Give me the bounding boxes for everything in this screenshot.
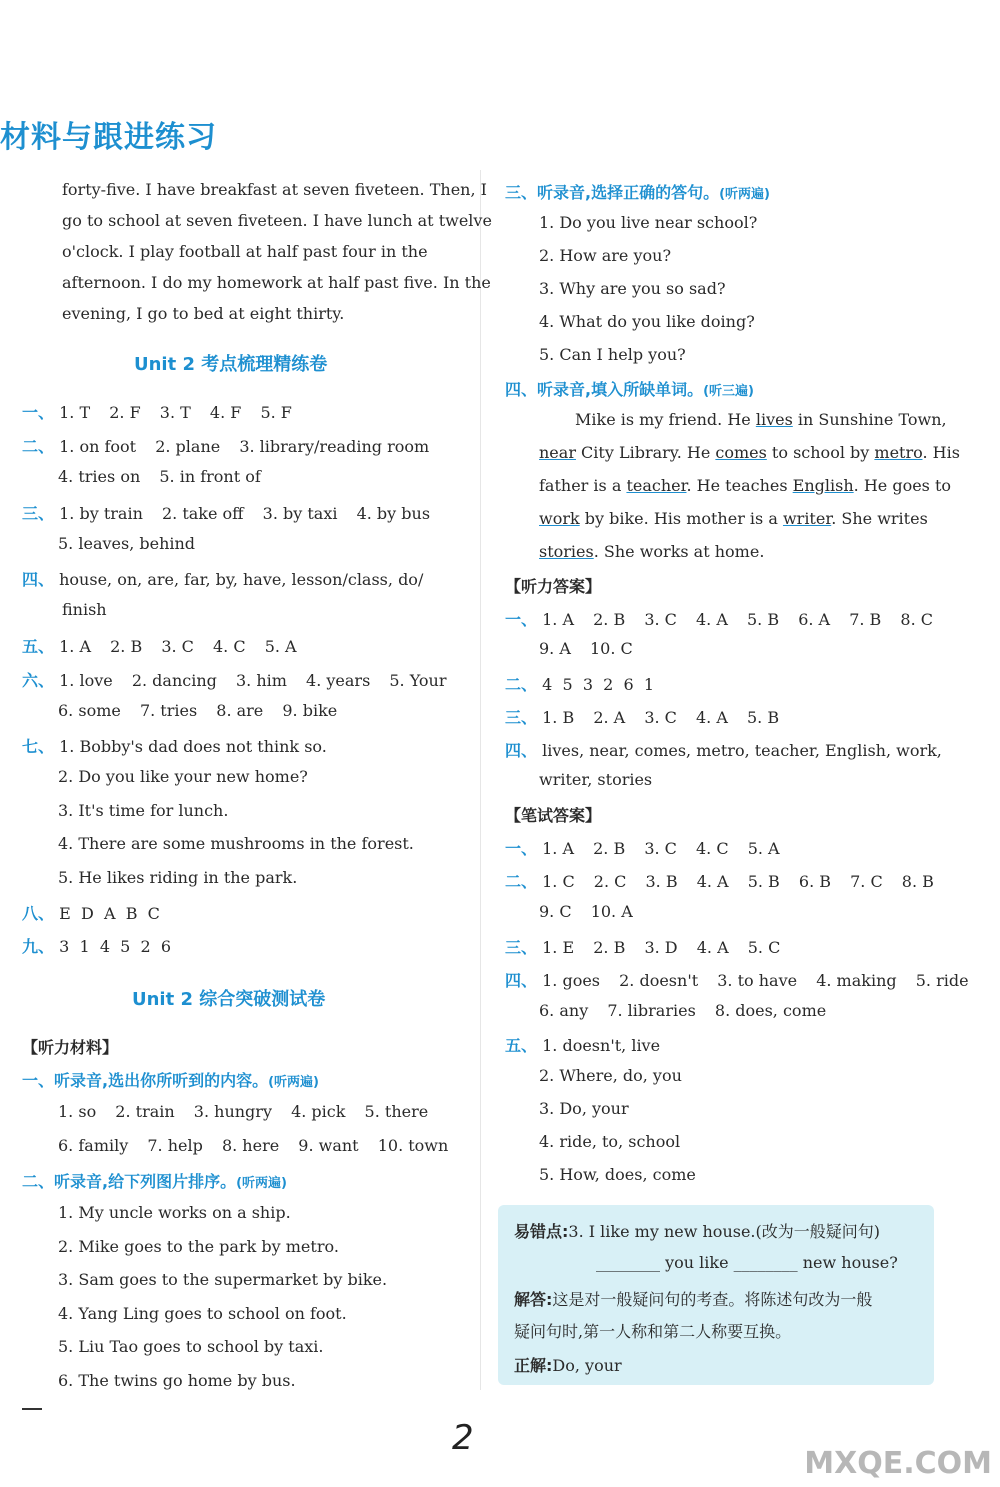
text: . He teaches	[686, 476, 793, 495]
answer: 5. C	[747, 938, 781, 957]
word: 10. town	[377, 1136, 449, 1155]
answer: 3. C	[161, 637, 194, 656]
text: . His	[922, 443, 960, 462]
answer: 8. are	[216, 701, 264, 720]
listen-section-3	[505, 180, 770, 203]
answer: 2. Where, do, you	[539, 1066, 682, 1085]
answer: 5. A	[264, 637, 297, 656]
tip-answer-2: 疑问句时,第一人称和第二人称要互换。	[514, 1322, 792, 1341]
filled-word: metro	[874, 443, 923, 462]
answer: 9. A	[539, 639, 571, 658]
answer: 3. Do, your	[539, 1099, 629, 1118]
filled-word: English	[792, 476, 854, 495]
answer: 3. to have	[717, 971, 798, 990]
sentence: 3. Why are you so sad?	[539, 279, 726, 298]
answer: 1. C	[542, 872, 575, 891]
answer: 8. B	[901, 872, 934, 891]
sentence: 4. What do you like doing?	[539, 312, 755, 331]
answer-row-6	[22, 668, 460, 691]
passage-line	[539, 476, 951, 495]
section-label: 三、	[22, 504, 55, 523]
listen-section-2	[22, 1169, 287, 1192]
answer-row-5	[22, 634, 311, 657]
filled-word: lives	[755, 410, 793, 429]
passage-line: evening, I go to bed at eight thirty.	[62, 304, 345, 323]
answer: 1. doesn't, live	[542, 1036, 661, 1055]
sentence: 6. The twins go home by bus.	[58, 1371, 296, 1390]
answer: 3. C	[644, 610, 677, 629]
word: 6. family	[58, 1136, 129, 1155]
answer-row	[505, 1033, 660, 1056]
answer-row	[505, 607, 947, 630]
answer: 5. B	[747, 610, 780, 629]
answer: 7. tries	[139, 701, 198, 720]
answer: house, on, are, far, by, have, lesson/class, do/	[59, 570, 424, 589]
answer: 3. him	[235, 671, 287, 690]
section-note: (听三遍)	[703, 384, 754, 399]
section-label: 四、	[22, 570, 55, 589]
answer: 7. C	[850, 872, 883, 891]
answer: 4. C	[213, 637, 246, 656]
answer: 5. B	[747, 708, 780, 727]
answer: 4 5 3 2 6 1	[542, 675, 655, 694]
answer: 8. C	[900, 610, 933, 629]
answer: 4. by bus	[356, 504, 431, 523]
answer-row-3	[22, 501, 444, 524]
answer: 5. B	[747, 872, 780, 891]
section-label: 四、	[505, 741, 538, 760]
word-row	[58, 1102, 442, 1121]
section-label: 九、	[22, 937, 55, 956]
answer-row-4	[22, 567, 423, 590]
answer-row	[539, 639, 647, 658]
sentence: 5. Liu Tao goes to school by taxi.	[58, 1337, 324, 1356]
answer: 5. ride	[915, 971, 969, 990]
answer: 4. A	[696, 610, 728, 629]
answer: 4. There are some mushrooms in the forest.	[58, 834, 414, 853]
section-label: 七、	[22, 737, 55, 756]
answer: 2. A	[593, 708, 626, 727]
answer: 3. C	[644, 708, 677, 727]
section-label: 一、	[505, 839, 538, 858]
answer-row-1	[22, 400, 306, 423]
word: 7. help	[147, 1136, 203, 1155]
answer-row-2b	[58, 467, 275, 486]
answer: 9. bike	[282, 701, 338, 720]
section-label: 八、	[22, 904, 55, 923]
tip-text: 这是对一般疑问句的考查。将陈述句改为一般	[552, 1290, 873, 1309]
text: by bike. His mother is a	[579, 509, 783, 528]
answer: 4. making	[816, 971, 897, 990]
sentence: 1. Do you live near school?	[539, 213, 758, 232]
footer-line	[22, 1408, 42, 1410]
answer-row	[505, 672, 654, 695]
unit-title: Unit 2 考点梳理精练卷	[134, 354, 328, 375]
answer: 1. A	[542, 839, 575, 858]
answer: 5. How, does, come	[539, 1165, 696, 1184]
section-note: (听两遍)	[268, 1075, 319, 1090]
tip-answer	[514, 1287, 872, 1310]
answer: E D A B C	[59, 904, 160, 923]
word: 3. hungry	[193, 1102, 272, 1121]
section-label: 二、	[505, 872, 538, 891]
answer: 3. by taxi	[262, 504, 338, 523]
answer: 2. plane	[155, 437, 221, 456]
answer: finish	[62, 600, 107, 619]
answer: lives, near, comes, metro, teacher, English, work,	[542, 741, 942, 760]
unit-title: Unit 2 综合突破测试卷	[132, 989, 326, 1010]
answer: 2. B	[110, 637, 143, 656]
section-title: 二、听录音,给下列图片排序。	[22, 1172, 237, 1191]
word: 9. want	[298, 1136, 359, 1155]
answer: 4. A	[696, 872, 729, 891]
answer: 1. T	[59, 403, 91, 422]
word: 5. there	[364, 1102, 429, 1121]
answer: 5. He likes riding in the park.	[58, 868, 298, 887]
tip-label: 易错点:	[514, 1222, 569, 1241]
sentence: 2. How are you?	[539, 246, 672, 265]
section-title: 四、听录音,填入所缺单词。	[505, 380, 704, 399]
text: City Library. He	[575, 443, 716, 462]
listen-material-heading: 【听力材料】	[22, 1038, 119, 1057]
filled-word: stories	[539, 542, 594, 561]
answer: 1. B	[542, 708, 575, 727]
watermark: MXQE.COM	[804, 1446, 992, 1481]
answer: 4. A	[696, 708, 728, 727]
filled-word: teacher	[626, 476, 687, 495]
word: 1. so	[58, 1102, 97, 1121]
sentence: 4. Yang Ling goes to school on foot.	[58, 1304, 347, 1323]
answer: 1. A	[59, 637, 92, 656]
sentence: 5. Can I help you?	[539, 345, 686, 364]
answer: 4. F	[209, 403, 242, 422]
sentence: 3. Sam goes to the supermarket by bike.	[58, 1270, 388, 1289]
tip-question	[514, 1219, 880, 1242]
section-title: 三、听录音,选择正确的答句。	[505, 183, 720, 202]
answer-row	[505, 869, 948, 892]
tip-text: Do, your	[552, 1356, 622, 1375]
answer-row-6b	[58, 701, 351, 720]
column-divider	[480, 170, 481, 1390]
answer-row	[505, 968, 983, 991]
answer: 4. tries on	[58, 467, 141, 486]
answer: 1. E	[542, 938, 575, 957]
tip-correct-label: 正解:	[514, 1356, 553, 1375]
section-label: 六、	[22, 671, 55, 690]
section-label: 五、	[22, 637, 55, 656]
section-title: 一、听录音,选出你所听到的内容。	[22, 1071, 269, 1090]
answer: 3. B	[645, 872, 678, 891]
answer: 1. love	[59, 671, 113, 690]
listen-section-1	[22, 1068, 319, 1091]
text: . She writes	[831, 509, 928, 528]
answer: 2. Do you like your new home?	[58, 767, 308, 786]
passage-line	[539, 542, 764, 561]
answer-row	[539, 902, 647, 921]
sentence: 2. Mike goes to the park by metro.	[58, 1237, 339, 1256]
answer: 5. F	[260, 403, 292, 422]
answer-row-7	[22, 734, 327, 757]
answer: 5. Your	[389, 671, 447, 690]
word: 2. train	[115, 1102, 175, 1121]
answer: 6. B	[798, 872, 831, 891]
answer: 9. C	[539, 902, 572, 921]
filled-word: near	[539, 443, 576, 462]
answer: 2. B	[593, 839, 626, 858]
section-label: 二、	[22, 437, 55, 456]
section-label: 二、	[505, 675, 538, 694]
filled-word: work	[539, 509, 580, 528]
passage-line	[539, 509, 928, 528]
answer: 1. goes	[542, 971, 601, 990]
answer: 1. A	[542, 610, 575, 629]
page-title: 材料与跟进练习	[0, 120, 217, 155]
tip-text: 3. I like my new house.(改为一般疑问句)	[568, 1222, 880, 1241]
text: Mike is my friend. He	[575, 410, 756, 429]
answer: 10. C	[590, 639, 633, 658]
text: father is a	[539, 476, 627, 495]
section-label: 三、	[505, 938, 538, 957]
answer-row-2	[22, 434, 443, 457]
passage-line	[575, 410, 947, 429]
passage-line: go to school at seven fiveteen. I have lunch at twelve	[62, 211, 492, 230]
answer: 3. T	[159, 403, 191, 422]
answer: 3 1 4 5 2 6	[59, 937, 172, 956]
answer: 2. F	[109, 403, 141, 422]
passage-line: forty-five. I have breakfast at seven fiveteen. Then, I	[62, 180, 487, 199]
answer-row	[539, 1001, 840, 1020]
answer: 2. doesn't	[619, 971, 699, 990]
answer-row	[505, 705, 793, 728]
answer: 3. library/reading room	[239, 437, 430, 456]
tip-answer-label: 解答:	[514, 1290, 553, 1309]
answer: 5. A	[747, 839, 780, 858]
answer-row	[505, 935, 794, 958]
answer: 4. C	[696, 839, 729, 858]
section-note: (听两遍)	[719, 187, 770, 202]
answer-row	[505, 738, 942, 761]
section-label: 五、	[505, 1036, 538, 1055]
listen-answers-heading: 【听力答案】	[505, 577, 602, 596]
answer: 3. C	[644, 839, 677, 858]
text: to school by	[766, 443, 875, 462]
answer: 4. years	[306, 671, 371, 690]
answer: 1. Bobby's dad does not think so.	[59, 737, 327, 756]
answer: 3. It's time for lunch.	[58, 801, 229, 820]
text: in Sunshine Town,	[792, 410, 947, 429]
word: 4. pick	[291, 1102, 346, 1121]
tip-correct	[514, 1353, 622, 1376]
answer: 1. on foot	[59, 437, 137, 456]
answer: 5. leaves, behind	[58, 534, 196, 553]
answer: 2. B	[593, 610, 626, 629]
passage-line: o'clock. I play football at half past four in the	[62, 242, 428, 261]
answer: 7. B	[849, 610, 882, 629]
passage-line	[539, 443, 960, 462]
text: . She works at home.	[593, 542, 765, 561]
answer: 6. A	[798, 610, 831, 629]
answer-row-9	[22, 934, 171, 957]
sentence: 1. My uncle works on a ship.	[58, 1203, 291, 1222]
tip-blank-line: ________ you like ________ new house?	[596, 1253, 898, 1272]
written-answers-heading: 【笔试答案】	[505, 806, 602, 825]
section-label: 一、	[505, 610, 538, 629]
error-tip-box	[498, 1205, 934, 1385]
answer: writer, stories	[539, 770, 653, 789]
answer: 2. B	[593, 938, 626, 957]
answer: 8. does, come	[714, 1001, 827, 1020]
answer: 7. libraries	[607, 1001, 696, 1020]
page-number-handwritten: 2	[452, 1418, 474, 1458]
passage-line: afternoon. I do my homework at half past five. In the	[62, 273, 491, 292]
section-label: 一、	[22, 403, 55, 422]
filled-word: comes	[715, 443, 767, 462]
section-label: 三、	[505, 708, 538, 727]
answer: 4. A	[696, 938, 729, 957]
answer: 6. any	[539, 1001, 589, 1020]
answer: 3. D	[644, 938, 678, 957]
listen-section-4	[505, 377, 754, 400]
text: . He goes to	[853, 476, 952, 495]
filled-word: writer	[782, 509, 832, 528]
answer: 2. C	[593, 872, 627, 891]
answer: 2. dancing	[131, 671, 217, 690]
answer: 4. ride, to, school	[539, 1132, 681, 1151]
section-note: (听两遍)	[236, 1176, 287, 1191]
answer: 2. take off	[161, 504, 244, 523]
word: 8. here	[221, 1136, 280, 1155]
answer: 10. A	[590, 902, 633, 921]
answer: 5. in front of	[159, 467, 261, 486]
answer-row	[505, 836, 794, 859]
answer: 1. by train	[59, 504, 143, 523]
section-label: 四、	[505, 971, 538, 990]
answer-row-8	[22, 901, 160, 924]
word-row	[58, 1136, 462, 1155]
answer: 6. some	[58, 701, 121, 720]
